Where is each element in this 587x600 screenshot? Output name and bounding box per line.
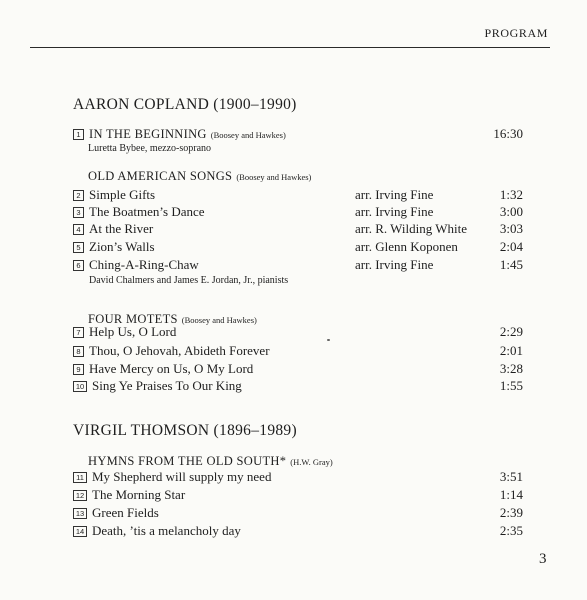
track-row (73, 323, 523, 341)
track-number: 10 (73, 381, 87, 392)
work-heading-old-american-songs (88, 169, 311, 184)
track-duration: 3:28 (499, 361, 523, 376)
page-number: 3 (539, 551, 547, 567)
track-row (73, 342, 523, 360)
track-duration: 1:32 (499, 187, 523, 202)
track-number: 14 (73, 526, 87, 537)
track-arranger: arr. Irving Fine (355, 204, 434, 219)
track-number: 4 (73, 224, 84, 235)
track-arranger: arr. Irving Fine (355, 187, 434, 202)
composer-heading-copland: AARON COPLAND (1900–1990) (73, 96, 297, 113)
publisher-label: (H.W. Gray) (290, 457, 333, 467)
track-title: My Shepherd will supply my need (92, 469, 272, 484)
track-duration: 3:51 (499, 469, 523, 484)
publisher-label: (Boosey and Hawkes) (210, 130, 286, 140)
track-duration: 3:03 (499, 221, 523, 236)
track-row (73, 522, 523, 540)
publisher-label: (Boosey and Hawkes) (181, 315, 257, 325)
track-number: 7 (73, 327, 84, 338)
track-title: Have Mercy on Us, O My Lord (89, 361, 254, 376)
track-number: 2 (73, 190, 84, 201)
track-row (73, 238, 523, 256)
track-row (73, 186, 523, 204)
track-duration: 2:01 (499, 343, 523, 358)
track-number: 5 (73, 242, 84, 253)
track-title: Help Us, O Lord (89, 324, 177, 339)
track-number: 11 (73, 472, 87, 483)
track-row (73, 125, 523, 143)
track-arranger: arr. Glenn Koponen (355, 239, 458, 254)
track-number: 3 (73, 207, 84, 218)
track-row (73, 256, 523, 274)
track-title: Simple Gifts (89, 187, 156, 202)
track-title: The Morning Star (92, 487, 186, 502)
track-duration: 2:04 (499, 239, 523, 254)
track-duration: 2:39 (499, 505, 523, 520)
header-title: PROGRAM (484, 26, 548, 40)
work-title: OLD AMERICAN SONGS (88, 169, 233, 183)
track-number: 9 (73, 364, 84, 375)
track-title: Zion’s Walls (89, 239, 155, 254)
track-title: Thou, O Jehovah, Abideth Forever (89, 343, 270, 358)
track-duration: 3:00 (499, 204, 523, 219)
track-duration: 1:14 (499, 487, 523, 502)
track-arranger: arr. R. Wilding White (355, 221, 468, 236)
track-number: 8 (73, 346, 84, 357)
track-number: 6 (73, 260, 84, 271)
track-title: IN THE BEGINNING (89, 127, 207, 141)
track-duration: 2:29 (499, 324, 523, 339)
performer-credit: David Chalmers and James E. Jordan, Jr., pianists (89, 275, 289, 286)
track-title: Green Fields (92, 505, 159, 520)
track-row (73, 220, 523, 238)
track-duration: 2:35 (499, 523, 523, 538)
track-row (73, 486, 523, 504)
track-arranger: arr. Irving Fine (355, 257, 434, 272)
work-title: HYMNS FROM THE OLD SOUTH* (88, 454, 287, 468)
composer-heading-thomson: VIRGIL THOMSON (1896–1989) (73, 422, 297, 439)
track-row (73, 468, 523, 486)
track-duration: 1:55 (499, 378, 523, 393)
track-title: Ching-A-Ring-Chaw (89, 257, 199, 272)
track-duration: 1:45 (499, 257, 523, 272)
track-title: At the River (89, 221, 154, 236)
track-duration: 16:30 (493, 126, 523, 141)
track-number: 12 (73, 490, 87, 501)
performer-credit: Luretta Bybee, mezzo-soprano (88, 143, 212, 154)
track-title: Sing Ye Praises To Our King (92, 378, 242, 393)
track-row (73, 377, 523, 395)
track-row (73, 360, 523, 378)
track-number: 13 (73, 508, 87, 519)
publisher-label: (Boosey and Hawkes) (236, 172, 312, 182)
track-title: Death, ’tis a melancholy day (92, 523, 241, 538)
work-heading-hymns (88, 454, 333, 469)
track-number: 1 (73, 129, 84, 140)
track-title: The Boatmen’s Dance (89, 204, 205, 219)
track-row (73, 203, 523, 221)
page-header (30, 0, 550, 48)
track-row (73, 504, 523, 522)
work-title: FOUR MOTETS (88, 312, 178, 326)
